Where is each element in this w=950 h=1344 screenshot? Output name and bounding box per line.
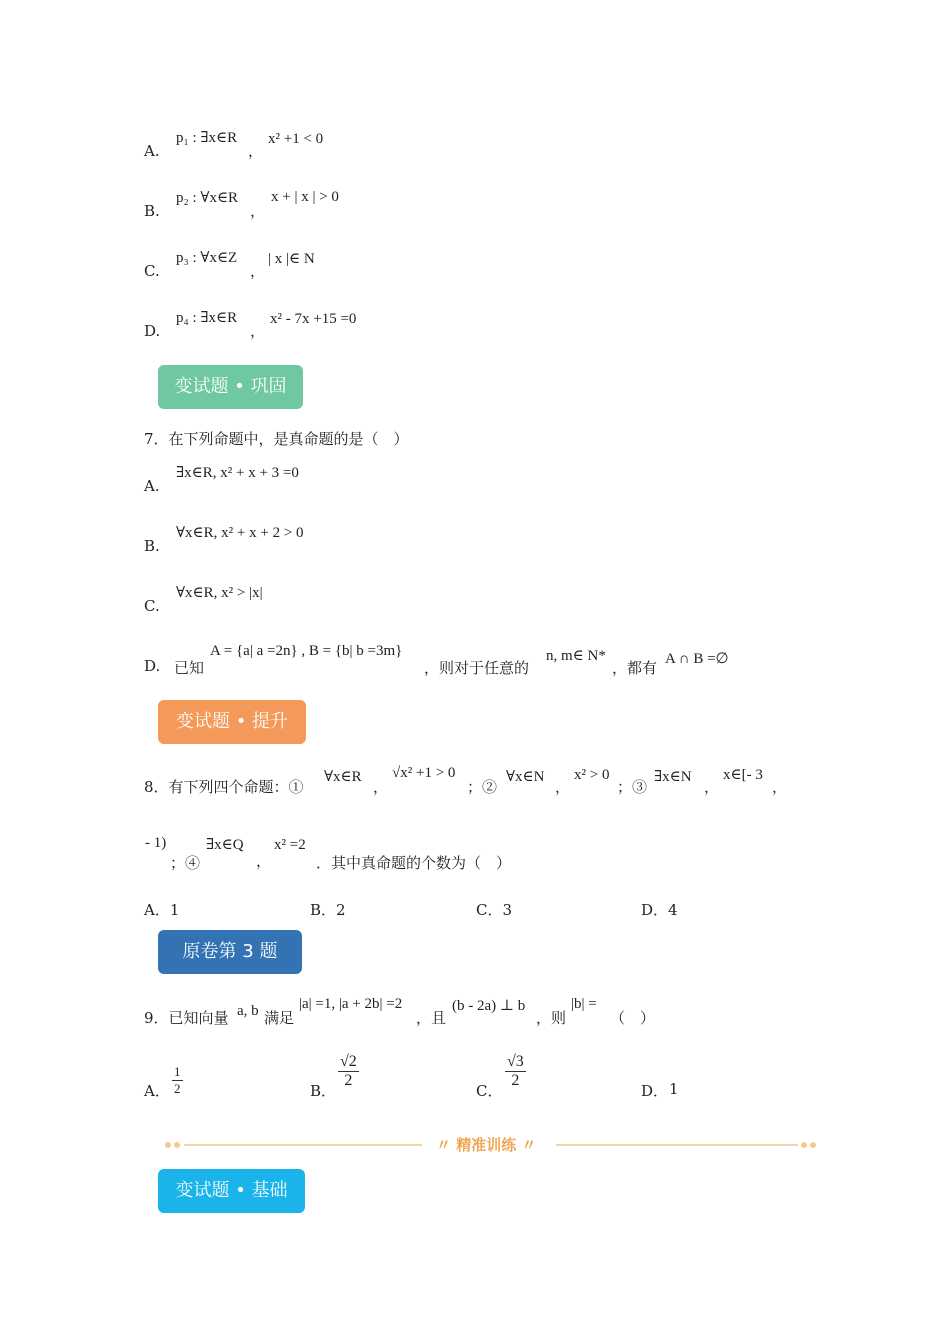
choice-label: A．: [144, 1082, 170, 1100]
separator: ；④: [170, 854, 201, 872]
comma: ，: [250, 202, 266, 220]
option-condition: x² - 7x +15 =0: [270, 311, 357, 327]
option-condition: x + | x | > 0: [271, 189, 339, 205]
choice-d-value: 1: [669, 1080, 679, 1098]
separator: ；③: [617, 778, 648, 796]
vector-condition: |a| =1, |a + 2b| =2: [299, 996, 403, 1012]
option-condition: | x |∈ N: [268, 251, 315, 267]
choice-a: A．1: [144, 901, 180, 919]
comma: ，: [704, 778, 720, 796]
divider-dot: [165, 1142, 171, 1148]
question-tail: ．其中真命题的个数为（ ）: [316, 854, 512, 872]
option-text: ∀x∈R, x² > |x|: [176, 585, 263, 601]
proposition-1-condition: √x² +1 > 0: [392, 765, 456, 781]
comma: ，: [555, 778, 571, 796]
comma: ，: [256, 852, 272, 870]
choice-a-fraction: $\frac{1}{2}$: [174, 1064, 181, 1096]
choice-label: B．: [310, 1082, 337, 1100]
index-condition: n, m∈ N*: [546, 648, 606, 664]
perpendicular-condition: (b - 2a) ⊥ b: [452, 998, 526, 1014]
option-label: B.: [144, 202, 160, 220]
choice-label: C．: [476, 1082, 503, 1100]
comma: ，: [373, 778, 389, 796]
question-prefix: 9．已知向量: [144, 1009, 229, 1027]
option-statement: p₁ : ∃x∈R: [176, 130, 238, 146]
choice-c: C．3: [476, 901, 513, 919]
choice-label: D．: [641, 1082, 669, 1100]
question-text: 满足: [264, 1009, 295, 1027]
intersection-expr: A ∩ B =∅: [665, 651, 729, 667]
option-label: C.: [144, 597, 160, 615]
choice-b: B．2: [310, 901, 346, 919]
comma: ，: [250, 262, 266, 280]
proposition-3-interval-end: - 1): [145, 835, 167, 851]
option-label: B.: [144, 537, 160, 555]
proposition-3-condition: x∈[- 3: [723, 767, 763, 783]
question-text: ，且: [416, 1009, 447, 1027]
option-statement: p₃ : ∀x∈Z: [176, 250, 238, 266]
option-text: ∀x∈R, x² + x + 2 > 0: [176, 525, 304, 541]
option-label: D.: [144, 322, 161, 340]
option-statement: p₂ : ∀x∈R: [176, 190, 239, 206]
proposition-3-quantifier: ∃x∈N: [654, 769, 692, 785]
option-text: ，则对于任意的: [424, 659, 530, 677]
proposition-4-quantifier: ∃x∈Q: [206, 837, 244, 853]
question-text: ，则: [536, 1009, 567, 1027]
set-definition: A = {a| a =2n} , B = {b| b =3m}: [210, 643, 403, 659]
option-label: A.: [144, 477, 160, 495]
divider-dot: [801, 1142, 807, 1148]
choice-c-fraction: $\frac{√3}{2}$: [507, 1053, 524, 1089]
answer-paren: （ ）: [610, 1009, 656, 1027]
section-badge-advance: 变试题 • 提升: [158, 700, 306, 744]
option-label: A.: [144, 142, 160, 160]
section-badge-consolidate: 变试题 • 巩固: [158, 365, 303, 409]
question-prefix: 8．有下列四个命题：①: [144, 778, 304, 796]
option-text: ，都有: [612, 659, 658, 677]
divider-line-right: [556, 1144, 798, 1146]
vector-names: a, b: [237, 1003, 259, 1019]
proposition-2-condition: x² > 0: [574, 767, 610, 783]
option-label: D.: [144, 657, 161, 675]
divider-line-left: [184, 1144, 422, 1146]
proposition-4-condition: x² =2: [274, 837, 306, 853]
divider-title: 〃 精准训练 〃: [436, 1136, 537, 1154]
comma: ，: [772, 778, 788, 796]
option-text: ∃x∈R, x² + x + 3 =0: [176, 465, 299, 481]
choice-b-fraction: $\frac{√2}{2}$: [340, 1053, 357, 1089]
option-condition: x² +1 < 0: [268, 131, 324, 147]
section-badge-basic: 变试题 • 基础: [158, 1169, 305, 1213]
comma: ，: [250, 322, 266, 340]
proposition-2-quantifier: ∀x∈N: [506, 769, 545, 785]
divider-dot: [174, 1142, 180, 1148]
option-label: C.: [144, 262, 160, 280]
section-badge-original: 原卷第 3 题: [158, 930, 302, 974]
divider-dot: [810, 1142, 816, 1148]
option-statement: p₄ : ∃x∈R: [176, 310, 238, 326]
magnitude-query: |b| =: [571, 996, 597, 1012]
proposition-1-quantifier: ∀x∈R: [324, 769, 362, 785]
choice-d: D．4: [641, 901, 678, 919]
comma: ，: [248, 142, 264, 160]
option-text: 已知: [174, 659, 205, 677]
separator: ；②: [467, 778, 498, 796]
question-title: 7．在下列命题中，是真命题的是（ ）: [144, 430, 409, 448]
